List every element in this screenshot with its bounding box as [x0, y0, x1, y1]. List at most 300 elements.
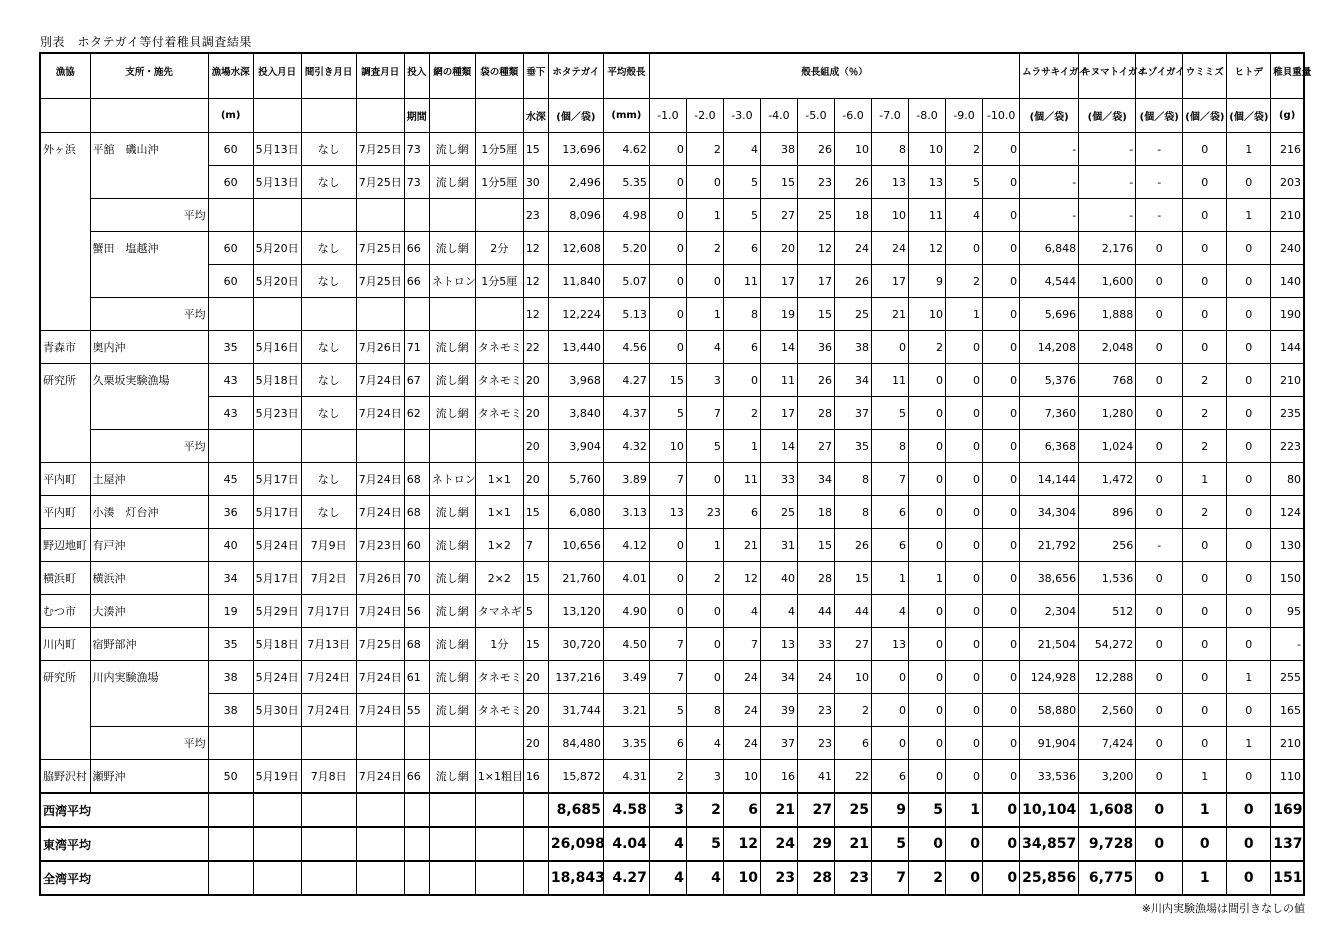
header-ami: 網の種類	[429, 53, 475, 99]
cell-mabiki-date: なし	[301, 496, 356, 529]
cell-bin: 15	[797, 298, 834, 331]
cell-bin: 17	[871, 265, 908, 298]
subtotal-row	[40, 199, 1304, 232]
cell-chosa-date: 7月24日	[356, 397, 404, 430]
cell-gyokyo	[40, 430, 90, 463]
cell-bin: 0	[983, 364, 1020, 397]
cell-fukuro: 1×2	[475, 529, 523, 562]
cell-bin: 5	[649, 694, 686, 727]
cell-bin: 1	[686, 298, 723, 331]
cell-kaicho: 5.35	[603, 166, 649, 199]
cell-kaicho: 4.04	[603, 827, 649, 861]
cell-ami: ネトロン	[429, 265, 475, 298]
cell-fukuro: 1分5厘	[475, 133, 523, 166]
table-row	[40, 397, 1304, 430]
cell-bin: 4	[649, 827, 686, 861]
cell-gyokyo: 外ヶ浜	[40, 133, 90, 166]
cell-epibiont: 14,208	[1020, 331, 1079, 364]
table-row	[40, 463, 1304, 496]
cell-bin: 10	[723, 760, 760, 794]
cell-epibiont: 0	[1183, 727, 1227, 760]
cell-bin: 5	[909, 793, 946, 827]
cell-hotate: 5,760	[548, 463, 603, 496]
cell-bin: 2	[834, 694, 871, 727]
cell-bin: 7	[649, 661, 686, 694]
cell-average-label: 西湾平均	[40, 793, 208, 827]
cell-bin: 0	[649, 133, 686, 166]
table-row	[40, 265, 1304, 298]
cell-epibiont: 0	[1136, 760, 1183, 794]
cell-bin: 24	[834, 232, 871, 265]
cell-bin: 6	[871, 496, 908, 529]
cell-tonyu-date: 5月19日	[253, 760, 301, 794]
cell-gyokyo: 川内町	[40, 628, 90, 661]
cell-bin: 5	[649, 397, 686, 430]
header-bin: -4.0	[760, 99, 797, 133]
cell-kikan: 68	[404, 463, 429, 496]
cell-gyokyo: むつ市	[40, 595, 90, 628]
cell-epibiont: 6,848	[1020, 232, 1079, 265]
cell-bin: 37	[760, 727, 797, 760]
cell-weight: 210	[1271, 727, 1304, 760]
cell-bin: 0	[983, 166, 1020, 199]
cell-bin: 9	[909, 265, 946, 298]
cell-bin: 23	[797, 694, 834, 727]
cell-hotate: 3,968	[548, 364, 603, 397]
table-row	[40, 232, 1304, 265]
cell-bin: 38	[834, 331, 871, 364]
cell-epibiont: 21,792	[1020, 529, 1079, 562]
cell-shisho: 平均	[90, 727, 208, 760]
cell-bin: 27	[760, 199, 797, 232]
cell-bin: 0	[686, 628, 723, 661]
cell-chosa-date: 7月24日	[356, 595, 404, 628]
cell-weight: 165	[1271, 694, 1304, 727]
header-row-1	[40, 53, 1304, 99]
cell-gyokyo	[40, 166, 90, 199]
cell-epibiont: 0	[1183, 628, 1227, 661]
cell-epibiont: 5,376	[1020, 364, 1079, 397]
cell-bin: 4	[946, 199, 983, 232]
cell-bin: 44	[834, 595, 871, 628]
cell-bin: 0	[871, 331, 908, 364]
cell-bin: 10	[909, 298, 946, 331]
cell-tonyu-date: 5月16日	[253, 331, 301, 364]
cell-epibiont: 1	[1227, 661, 1271, 694]
cell-bin: 0	[946, 661, 983, 694]
header-blank	[475, 99, 523, 133]
cell-hotate: 30,720	[548, 628, 603, 661]
cell-epibiont: 1	[1183, 793, 1227, 827]
cell-epibiont: 0	[1136, 861, 1183, 895]
cell-bin: 0	[909, 827, 946, 861]
cell-ami	[429, 727, 475, 760]
cell-epibiont: 0	[1227, 694, 1271, 727]
cell-blank	[475, 793, 523, 827]
cell-epibiont: 0	[1227, 628, 1271, 661]
cell-kikan: 70	[404, 562, 429, 595]
cell-kaicho: 4.98	[603, 199, 649, 232]
cell-mabiki-date	[301, 298, 356, 331]
cell-shisho: 宿野部沖	[90, 628, 208, 661]
cell-gyokyo	[40, 694, 90, 727]
cell-kaicho: 5.20	[603, 232, 649, 265]
cell-gyokyo: 脇野沢村	[40, 760, 90, 794]
cell-bin: 4	[760, 595, 797, 628]
cell-epibiont: -	[1020, 166, 1079, 199]
header-e3: エゾイガイ	[1136, 53, 1183, 99]
cell-bin: 0	[983, 463, 1020, 496]
cell-suika: 20	[523, 694, 548, 727]
cell-epibiont: 1	[1183, 861, 1227, 895]
cell-ami: 流し網	[429, 331, 475, 364]
cell-ami: 流し網	[429, 397, 475, 430]
cell-epibiont: 12,288	[1079, 661, 1136, 694]
cell-depth: 43	[208, 397, 253, 430]
cell-epibiont: 25,856	[1020, 861, 1079, 895]
table-row	[40, 628, 1304, 661]
cell-epibiont: 34,304	[1020, 496, 1079, 529]
cell-bin: 34	[834, 364, 871, 397]
cell-hotate: 15,872	[548, 760, 603, 794]
cell-epibiont: 0	[1136, 298, 1183, 331]
cell-shisho: 横浜沖	[90, 562, 208, 595]
cell-bin: 0	[983, 133, 1020, 166]
cell-blank	[523, 793, 548, 827]
cell-bin: 0	[983, 496, 1020, 529]
cell-gyokyo: 野辺地町	[40, 529, 90, 562]
cell-bin: 10	[649, 430, 686, 463]
cell-chosa-date	[356, 430, 404, 463]
cell-bin: 0	[686, 166, 723, 199]
cell-suika: 12	[523, 232, 548, 265]
cell-epibiont: 0	[1183, 331, 1227, 364]
header-depth-unit: (m)	[208, 99, 253, 133]
cell-bin: 7	[871, 861, 908, 895]
cell-kaicho: 3.89	[603, 463, 649, 496]
cell-weight: 151	[1271, 861, 1304, 895]
cell-weight: 110	[1271, 760, 1304, 794]
cell-epibiont: 0	[1227, 265, 1271, 298]
cell-epibiont: -	[1136, 529, 1183, 562]
cell-hotate: 21,760	[548, 562, 603, 595]
cell-tonyu-date: 5月17日	[253, 463, 301, 496]
header-blank	[253, 99, 301, 133]
cell-chosa-date: 7月24日	[356, 463, 404, 496]
cell-bin: 28	[797, 397, 834, 430]
cell-bin: 2	[686, 562, 723, 595]
cell-epibiont: 2	[1183, 496, 1227, 529]
cell-epibiont: 0	[1227, 463, 1271, 496]
cell-suika: 7	[523, 529, 548, 562]
cell-bin: 6	[871, 529, 908, 562]
cell-bin: 0	[909, 760, 946, 794]
cell-suika: 16	[523, 760, 548, 794]
cell-bin: 0	[946, 827, 983, 861]
cell-mabiki-date: 7月24日	[301, 661, 356, 694]
cell-bin: 40	[760, 562, 797, 595]
cell-hotate: 13,440	[548, 331, 603, 364]
cell-weight: 235	[1271, 397, 1304, 430]
cell-bin: 2	[686, 793, 723, 827]
cell-kikan	[404, 430, 429, 463]
cell-epibiont: 0	[1183, 595, 1227, 628]
cell-weight: 150	[1271, 562, 1304, 595]
cell-bin: 0	[946, 861, 983, 895]
cell-bin: 8	[723, 298, 760, 331]
cell-chosa-date: 7月26日	[356, 331, 404, 364]
cell-chosa-date: 7月25日	[356, 133, 404, 166]
header-e-unit: (個／袋)	[1079, 99, 1136, 133]
cell-tonyu-date: 5月20日	[253, 232, 301, 265]
header-fukuro: 袋の種類	[475, 53, 523, 99]
cell-epibiont: 0	[1183, 166, 1227, 199]
header-bin: -3.0	[723, 99, 760, 133]
cell-kikan: 67	[404, 364, 429, 397]
table-row	[40, 562, 1304, 595]
cell-shisho	[90, 166, 208, 199]
cell-blank	[404, 793, 429, 827]
cell-chosa-date: 7月25日	[356, 166, 404, 199]
cell-bin: 26	[834, 529, 871, 562]
cell-epibiont: 0	[1227, 430, 1271, 463]
cell-blank	[429, 793, 475, 827]
cell-weight: 144	[1271, 331, 1304, 364]
cell-hotate: 11,840	[548, 265, 603, 298]
header-shisho: 支所・施先	[90, 53, 208, 99]
cell-suika: 15	[523, 628, 548, 661]
cell-average-label: 全湾平均	[40, 861, 208, 895]
cell-shisho: 平均	[90, 298, 208, 331]
cell-epibiont: 0	[1136, 827, 1183, 861]
cell-hotate: 8,096	[548, 199, 603, 232]
cell-mabiki-date: なし	[301, 265, 356, 298]
cell-bin: 0	[946, 628, 983, 661]
cell-fukuro: 1×1	[475, 496, 523, 529]
cell-epibiont: 1	[1227, 727, 1271, 760]
cell-mabiki-date: なし	[301, 331, 356, 364]
cell-fukuro: 1分5厘	[475, 166, 523, 199]
cell-weight: 210	[1271, 199, 1304, 232]
cell-bin: 16	[760, 760, 797, 794]
cell-bin: 0	[649, 199, 686, 232]
cell-bin: 3	[686, 760, 723, 794]
cell-epibiont: 4,544	[1020, 265, 1079, 298]
cell-epibiont: 0	[1227, 298, 1271, 331]
cell-epibiont: 1,608	[1079, 793, 1136, 827]
cell-epibiont: 0	[1183, 694, 1227, 727]
cell-epibiont: 9,728	[1079, 827, 1136, 861]
cell-bin: 0	[946, 727, 983, 760]
cell-ami	[429, 298, 475, 331]
cell-mabiki-date: 7月2日	[301, 562, 356, 595]
cell-bin: 27	[797, 793, 834, 827]
cell-blank	[356, 861, 404, 895]
cell-fukuro	[475, 727, 523, 760]
cell-tonyu-date: 5月13日	[253, 166, 301, 199]
cell-kikan: 56	[404, 595, 429, 628]
cell-ami: 流し網	[429, 760, 475, 794]
header-bin: -8.0	[909, 99, 946, 133]
subtotal-row	[40, 298, 1304, 331]
cell-ami	[429, 430, 475, 463]
cell-epibiont: 10,104	[1020, 793, 1079, 827]
cell-weight: 169	[1271, 793, 1304, 827]
cell-tonyu-date	[253, 430, 301, 463]
header-tonyu: 投入月日	[253, 53, 301, 99]
cell-bin: 0	[983, 529, 1020, 562]
cell-bin: 6	[723, 232, 760, 265]
cell-blank	[523, 827, 548, 861]
header-suika-2: 水深	[523, 99, 548, 133]
cell-epibiont: 1	[1227, 133, 1271, 166]
cell-kikan: 68	[404, 496, 429, 529]
cell-tonyu-date: 5月13日	[253, 133, 301, 166]
cell-bin: 4	[723, 595, 760, 628]
cell-fukuro: 1×1	[475, 463, 523, 496]
cell-bin: 0	[983, 827, 1020, 861]
cell-bin: 11	[723, 265, 760, 298]
cell-bin: 1	[723, 430, 760, 463]
cell-epibiont: -	[1079, 166, 1136, 199]
cell-blank	[301, 827, 356, 861]
cell-bin: 0	[983, 760, 1020, 794]
cell-blank	[404, 827, 429, 861]
cell-depth: 43	[208, 364, 253, 397]
table-row	[40, 661, 1304, 694]
cell-bin: 8	[871, 430, 908, 463]
cell-bin: 0	[946, 694, 983, 727]
cell-epibiont: 2	[1183, 430, 1227, 463]
cell-fukuro: タネモミ	[475, 694, 523, 727]
cell-bin: 6	[723, 331, 760, 364]
cell-bin: 0	[909, 463, 946, 496]
cell-depth: 60	[208, 133, 253, 166]
cell-kaicho: 4.01	[603, 562, 649, 595]
cell-bin: 10	[834, 661, 871, 694]
cell-depth: 35	[208, 628, 253, 661]
cell-hotate: 10,656	[548, 529, 603, 562]
cell-bin: 18	[797, 496, 834, 529]
cell-epibiont: 0	[1136, 661, 1183, 694]
header-e-unit: (個／袋)	[1183, 99, 1227, 133]
cell-hotate: 13,120	[548, 595, 603, 628]
cell-epibiont: 2	[1183, 364, 1227, 397]
header-kaicho: 平均殻長	[603, 53, 649, 99]
cell-bin: 0	[983, 661, 1020, 694]
cell-ami: 流し網	[429, 364, 475, 397]
cell-shisho	[90, 694, 208, 727]
cell-ami: 流し網	[429, 628, 475, 661]
header-blank	[40, 99, 90, 133]
cell-bin: 29	[797, 827, 834, 861]
cell-shisho: 有戸沖	[90, 529, 208, 562]
cell-ami: 流し網	[429, 562, 475, 595]
cell-bin: 31	[760, 529, 797, 562]
header-e-unit: (個／袋)	[1136, 99, 1183, 133]
cell-depth	[208, 430, 253, 463]
cell-fukuro: 2×2	[475, 562, 523, 595]
table-row	[40, 331, 1304, 364]
cell-ami: 流し網	[429, 232, 475, 265]
cell-kaicho: 4.56	[603, 331, 649, 364]
cell-epibiont: 896	[1079, 496, 1136, 529]
cell-epibiont: 14,144	[1020, 463, 1079, 496]
cell-epibiont: 0	[1227, 496, 1271, 529]
cell-mabiki-date: 7月17日	[301, 595, 356, 628]
cell-bin: 0	[946, 562, 983, 595]
cell-bin: 7	[723, 628, 760, 661]
cell-epibiont: 91,904	[1020, 727, 1079, 760]
header-kaicho-unit: (mm)	[603, 99, 649, 133]
cell-kikan: 55	[404, 694, 429, 727]
cell-ami: 流し網	[429, 166, 475, 199]
cell-bin: 2	[946, 133, 983, 166]
cell-kaicho: 4.27	[603, 364, 649, 397]
cell-suika: 22	[523, 331, 548, 364]
cell-depth: 38	[208, 661, 253, 694]
cell-fukuro: タネモミ	[475, 331, 523, 364]
subtotal-row	[40, 727, 1304, 760]
cell-bin: 21	[760, 793, 797, 827]
cell-bin: 28	[797, 562, 834, 595]
cell-weight: 130	[1271, 529, 1304, 562]
cell-tonyu-date: 5月23日	[253, 397, 301, 430]
cell-blank	[429, 861, 475, 895]
header-kikan-2: 期間	[404, 99, 429, 133]
cell-fukuro: 1×1粗目	[475, 760, 523, 794]
cell-bin: 13	[909, 166, 946, 199]
cell-suika: 15	[523, 496, 548, 529]
header-bin: -5.0	[797, 99, 834, 133]
cell-kaicho: 5.07	[603, 265, 649, 298]
cell-weight: 240	[1271, 232, 1304, 265]
header-kikan: 投入	[404, 53, 429, 99]
cell-bin: 0	[649, 331, 686, 364]
header-bin: -10.0	[983, 99, 1020, 133]
footnote: ※川内実験漁場は間引きなしの値	[1141, 902, 1305, 915]
cell-epibiont: -	[1079, 133, 1136, 166]
cell-bin: 11	[871, 364, 908, 397]
table-row	[40, 595, 1304, 628]
subtotal-row	[40, 430, 1304, 463]
cell-kikan	[404, 727, 429, 760]
cell-bin: 0	[946, 463, 983, 496]
cell-bin: 14	[760, 331, 797, 364]
cell-shisho: 大湊沖	[90, 595, 208, 628]
cell-tonyu-date: 5月20日	[253, 265, 301, 298]
cell-suika: 12	[523, 298, 548, 331]
cell-ami: 流し網	[429, 496, 475, 529]
cell-tonyu-date: 5月24日	[253, 529, 301, 562]
cell-chosa-date: 7月23日	[356, 529, 404, 562]
cell-epibiont: 0	[1227, 562, 1271, 595]
cell-bin: 27	[834, 628, 871, 661]
cell-bin: 5	[871, 827, 908, 861]
cell-bin: 9	[871, 793, 908, 827]
cell-suika: 23	[523, 199, 548, 232]
header-e-unit: (個／袋)	[1227, 99, 1271, 133]
cell-bin: 10	[871, 199, 908, 232]
cell-hotate: 12,224	[548, 298, 603, 331]
cell-hotate: 6,080	[548, 496, 603, 529]
cell-bin: 15	[834, 562, 871, 595]
cell-epibiont: 0	[1136, 694, 1183, 727]
cell-bin: 23	[797, 727, 834, 760]
cell-bin: 0	[983, 727, 1020, 760]
cell-epibiont: 0	[1183, 562, 1227, 595]
cell-chosa-date: 7月25日	[356, 628, 404, 661]
